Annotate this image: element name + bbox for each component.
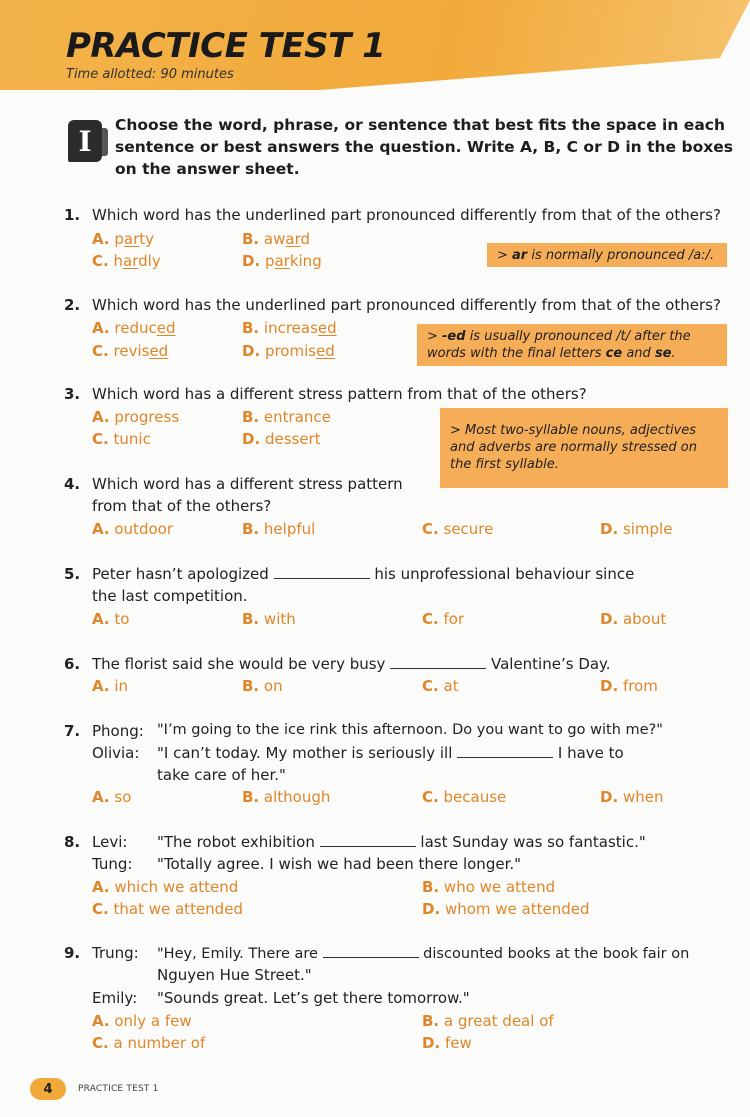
tip-note: > Most two-syllable nouns, adjectives and adverbs are normally stressed on the first syllable. [440, 408, 728, 488]
option-b: B. although [242, 788, 331, 806]
option-b: B. increased [242, 319, 337, 337]
option-b: B. a great deal of [422, 1012, 554, 1030]
option-a: A. progress [92, 408, 180, 426]
question-text: Peter hasn’t apologized his unprofessional behaviour since [92, 565, 635, 583]
option-d: D. parking [242, 252, 322, 270]
dialogue-line: "Hey, Emily. There are discounted books at the book fair on [157, 946, 690, 962]
option-b: B. helpful [242, 520, 316, 538]
option-b: B. on [242, 677, 283, 695]
option-d: D. promised [242, 342, 335, 360]
question-number: 2. [64, 296, 81, 314]
speaker-label: Phong: [92, 722, 144, 740]
speaker-label: Emily: [92, 989, 138, 1007]
option-c: C. for [422, 610, 465, 628]
option-c: C. that we attended [92, 900, 243, 918]
question-text: Which word has a different stress pattern [92, 475, 403, 493]
page-title: PRACTICE TEST 1 [66, 26, 386, 66]
question-number: 4. [64, 475, 81, 493]
section-numeral-icon: I [68, 120, 102, 162]
time-allotted: Time allotted: 90 minutes [66, 67, 234, 82]
question-number: 7. [64, 722, 81, 740]
answer-blank [320, 833, 416, 847]
answer-blank [274, 565, 370, 579]
tip-note: > -ed is usually pronounced /t/ after the words with the final letters ce and se. [417, 324, 727, 366]
section-instruction: Choose the word, phrase, or sentence that best fits the space in each sentence or best answers the question. Write A, B, C or D in the boxes on the answer sheet. [115, 116, 733, 178]
option-a: A. to [92, 610, 130, 628]
footer-label: PRACTICE TEST 1 [78, 1084, 159, 1094]
option-c: C. tunic [92, 430, 151, 448]
option-b: B. who we attend [422, 878, 556, 896]
dialogue-line: "I’m going to the ice rink this afternoon. Do you want to go with me?" [157, 722, 663, 738]
dialogue-line: "Sounds great. Let’s get there tomorrow." [157, 989, 470, 1007]
option-d: D. when [600, 788, 664, 806]
option-d: D. simple [600, 520, 673, 538]
option-a: A. reduced [92, 319, 176, 337]
option-a: A. outdoor [92, 520, 173, 538]
dialogue-line: "Totally agree. I wish we had been there longer." [157, 855, 522, 873]
option-d: D. about [600, 610, 667, 628]
speaker-label: Tung: [92, 855, 133, 873]
page-number-badge: 4 [30, 1078, 66, 1100]
question-number: 9. [64, 944, 81, 962]
option-c: C. hardly [92, 252, 161, 270]
question-text: Which word has the underlined part pronounced differently from that of the others? [92, 206, 721, 224]
dialogue-line: "The robot exhibition last Sunday was so fantastic." [157, 833, 646, 851]
option-a: A. so [92, 788, 132, 806]
question-number: 1. [64, 206, 81, 224]
speaker-label: Levi: [92, 833, 128, 851]
option-d: D. from [600, 677, 658, 695]
option-d: D. dessert [242, 430, 321, 448]
question-text-line2: the last competition. [92, 587, 248, 605]
speaker-label: Olivia: [92, 744, 140, 762]
answer-blank [390, 655, 486, 669]
option-c: C. at [422, 677, 459, 695]
dialogue-line-cont: take care of her." [157, 766, 286, 784]
question-text: Which word has the underlined part pronounced differently from that of the others? [92, 296, 721, 314]
option-a: A. only a few [92, 1012, 192, 1030]
option-d: D. few [422, 1034, 472, 1052]
question-number: 5. [64, 565, 81, 583]
question-number: 8. [64, 833, 81, 851]
option-b: B. award [242, 230, 311, 248]
question-number: 6. [64, 655, 81, 673]
question-text: Which word has a different stress pattern from that of the others? [92, 385, 587, 403]
dialogue-line: "I can’t today. My mother is seriously ill I have to [157, 744, 624, 762]
option-a: A. party [92, 230, 155, 248]
question-number: 3. [64, 385, 81, 403]
option-c: C. secure [422, 520, 494, 538]
question-text: The florist said she would be very busy Valentine’s Day. [92, 655, 611, 673]
option-c: C. a number of [92, 1034, 206, 1052]
option-c: C. revised [92, 342, 169, 360]
option-a: A. in [92, 677, 129, 695]
option-a: A. which we attend [92, 878, 239, 896]
speaker-label: Trung: [92, 944, 139, 962]
option-b: B. entrance [242, 408, 331, 426]
option-b: B. with [242, 610, 296, 628]
question-text-line2: from that of the others? [92, 497, 272, 515]
answer-blank [323, 944, 419, 958]
option-c: C. because [422, 788, 507, 806]
answer-blank [457, 744, 553, 758]
dialogue-line-cont: Nguyen Hue Street." [157, 966, 312, 984]
option-d: D. whom we attended [422, 900, 590, 918]
tip-note: > ar is normally pronounced /a:/. [487, 243, 727, 267]
